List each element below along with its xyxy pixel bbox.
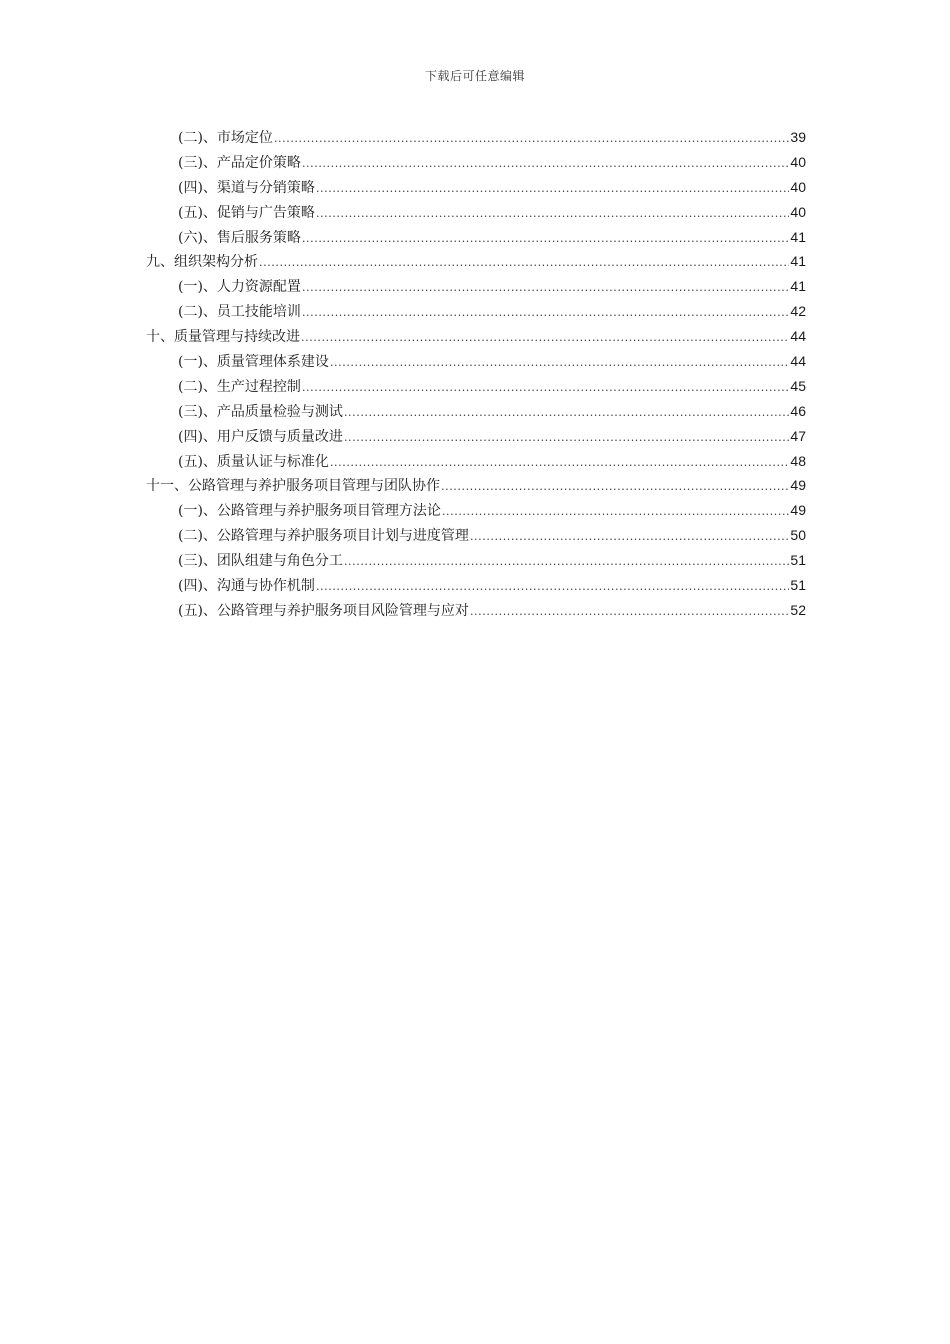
toc-dot-leader [470, 600, 789, 625]
toc-entry-title: 九、组织架构分析 [146, 254, 258, 271]
toc-entry-page: 40 [790, 153, 806, 170]
toc-entry[interactable] [146, 299, 806, 324]
toc-dot-leader [316, 177, 789, 202]
toc-entry-title: (三)、团队组建与角色分工 [178, 553, 343, 570]
toc-dot-leader [302, 227, 789, 252]
toc-entry-title: (一)、人力资源配置 [178, 279, 301, 296]
toc-entry-page: 41 [790, 253, 806, 270]
toc-entry[interactable] [146, 200, 806, 225]
toc-entry-title: (二)、生产过程控制 [178, 378, 301, 395]
toc-entry[interactable] [146, 399, 806, 424]
toc-entry-title: 十、质量管理与持续改进 [146, 329, 300, 346]
toc-entry-page: 51 [790, 552, 806, 569]
toc-entry[interactable] [146, 548, 806, 573]
toc-entry-title: (一)、质量管理体系建设 [178, 354, 329, 371]
toc-entry-page: 49 [790, 477, 806, 494]
toc-dot-leader [316, 575, 789, 600]
toc-entry-page: 52 [790, 601, 806, 618]
toc-entry[interactable] [146, 374, 806, 399]
toc-dot-leader [302, 376, 789, 401]
toc-entry-title: 十一、公路管理与养护服务项目管理与团队协作 [146, 478, 440, 495]
toc-entry-page: 42 [790, 303, 806, 320]
toc-entry[interactable] [146, 573, 806, 598]
toc-entry[interactable] [146, 225, 806, 250]
toc-entry-title: (五)、促销与广告策略 [178, 204, 315, 221]
page-header: 下载后可任意编辑 [424, 69, 525, 83]
toc-entry[interactable] [146, 523, 806, 548]
toc-chapter-entry[interactable] [146, 324, 806, 349]
toc-entry-title: (五)、公路管理与养护服务项目风险管理与应对 [178, 602, 469, 619]
toc-entry-title: (三)、产品定价策略 [178, 154, 301, 171]
toc-dot-leader [316, 202, 789, 227]
toc-entry-title: (四)、渠道与分销策略 [178, 179, 315, 196]
toc-entry-title: (五)、质量认证与标准化 [178, 453, 329, 470]
toc-entry-page: 47 [790, 427, 806, 444]
toc-entry[interactable] [146, 598, 806, 623]
toc-dot-leader [344, 401, 789, 426]
table-of-contents [146, 125, 806, 623]
toc-entry-page: 45 [790, 377, 806, 394]
toc-entry[interactable] [146, 150, 806, 175]
toc-dot-leader [344, 426, 789, 451]
toc-entry-title: (二)、员工技能培训 [178, 304, 301, 321]
toc-entry-title: (一)、公路管理与养护服务项目管理方法论 [178, 503, 441, 520]
toc-entry[interactable] [146, 274, 806, 299]
toc-entry-page: 41 [790, 228, 806, 245]
toc-entry[interactable] [146, 498, 806, 523]
toc-dot-leader [470, 525, 789, 550]
toc-entry-page: 40 [790, 203, 806, 220]
toc-entry-title: (四)、用户反馈与质量改进 [178, 428, 343, 445]
toc-entry-page: 50 [790, 527, 806, 544]
toc-entry-title: (二)、公路管理与养护服务项目计划与进度管理 [178, 528, 469, 545]
toc-entry-page: 41 [790, 278, 806, 295]
toc-entry[interactable] [146, 349, 806, 374]
toc-entry-title: (三)、产品质量检验与测试 [178, 403, 343, 420]
toc-entry[interactable] [146, 175, 806, 200]
toc-entry[interactable] [146, 125, 806, 150]
toc-entry[interactable] [146, 449, 806, 474]
toc-dot-leader [302, 152, 789, 177]
toc-entry-page: 40 [790, 178, 806, 195]
toc-entry-page: 44 [790, 328, 806, 345]
toc-chapter-entry[interactable] [146, 249, 806, 274]
toc-dot-leader [330, 351, 789, 376]
toc-entry-title: (六)、售后服务策略 [178, 229, 301, 246]
toc-dot-leader [442, 500, 789, 525]
toc-dot-leader [344, 550, 789, 575]
toc-dot-leader [274, 127, 789, 152]
toc-dot-leader [441, 475, 789, 500]
toc-entry-title: (二)、市场定位 [178, 130, 273, 146]
toc-dot-leader [330, 451, 789, 476]
toc-dot-leader [302, 301, 789, 326]
toc-dot-leader [302, 276, 789, 301]
toc-entry-title: (四)、沟通与协作机制 [178, 578, 315, 595]
toc-entry[interactable] [146, 424, 806, 449]
toc-chapter-entry[interactable] [146, 473, 806, 498]
toc-entry-page: 46 [790, 402, 806, 419]
toc-entry-page: 39 [790, 129, 806, 145]
toc-dot-leader [259, 251, 789, 276]
toc-entry-page: 49 [790, 502, 806, 519]
toc-entry-page: 44 [790, 353, 806, 370]
toc-entry-page: 48 [790, 452, 806, 469]
toc-entry-page: 51 [790, 577, 806, 594]
toc-dot-leader [301, 326, 789, 351]
